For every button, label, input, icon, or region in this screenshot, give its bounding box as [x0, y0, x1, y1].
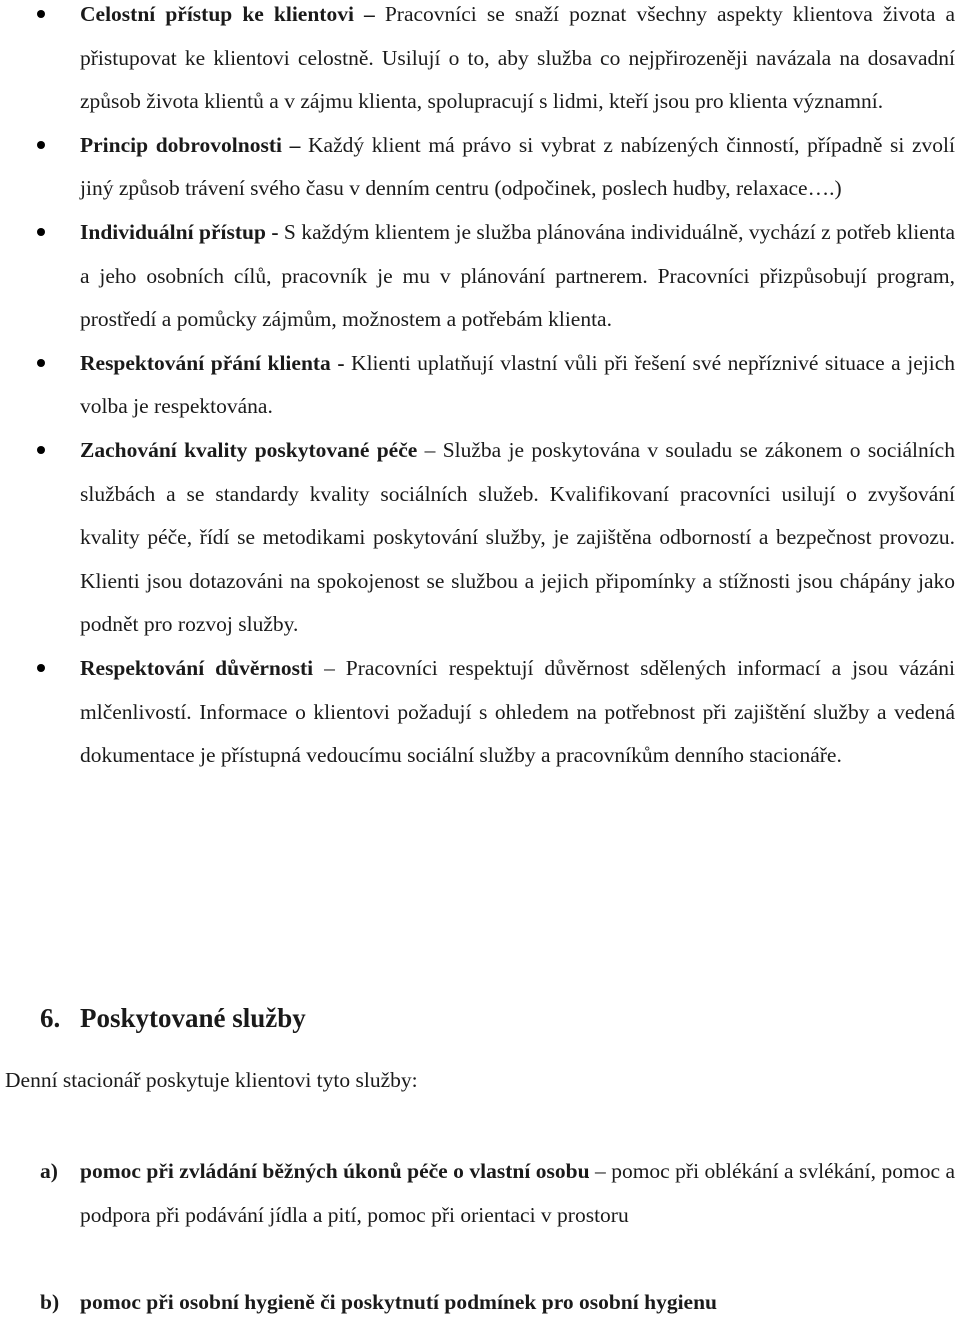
service-term: pomoc při zvládání běžných úkonů péče o vlastní osobu	[80, 1159, 590, 1183]
principle-term: Princip dobrovolnosti –	[80, 132, 301, 157]
principle-respecting-wishes	[0, 342, 960, 429]
principle-term: Individuální přístup -	[80, 219, 279, 244]
principle-confidentiality	[0, 647, 960, 778]
principle-text: – Služba je poskytována v souladu se zákonem o sociálních službách a se standardy kvality sociálních služeb. Kvalifikovaní pracovníci usilují o zvyšování kvality péče, řídí se metodikami poskytování služby, je zajištěna odborností a bezpečnost provozu. Klienti jsou dotazováni na spokojenost se službou a jejich připomínky a stížnosti jsou chápány jako podnět pro rozvoj služby.	[80, 437, 955, 637]
principle-term: Respektování přání klienta -	[80, 350, 345, 375]
section-heading	[40, 1003, 306, 1034]
service-body	[0, 1150, 960, 1237]
service-marker: a)	[40, 1159, 58, 1183]
section-title: Poskytované služby	[80, 1003, 306, 1033]
intro-paragraph: Denní stacionář poskytuje klientovi tyto služby:	[5, 1068, 418, 1092]
principle-term: Zachování kvality poskytované péče	[80, 437, 418, 462]
service-marker: b)	[40, 1290, 60, 1314]
principle-quality-of-care	[0, 429, 960, 647]
principle-individual-approach	[0, 211, 960, 342]
principle-holistic-approach	[0, 0, 960, 124]
principle-term: Respektování důvěrnosti	[80, 655, 314, 680]
principle-text: – Pracovníci respektují důvěrnost sdělených informací a jsou vázáni mlčenlivostí. Informace o klientovi požadují s ohledem na potřebnost při zajištění služby a vedená dokumentace je přístupná vedoucímu sociální služby a pracovníkům denního stacionáře.	[80, 655, 956, 768]
principle-text: Každý klient má právo si vybrat z nabízených činností, případně si zvolí jiný způsob trávení svého času v denním centru (odpočinek, poslech hudby, relaxace….)	[80, 132, 955, 201]
principle-text: Klienti uplatňují vlastní vůli při řešení své nepříznivé situace a jejich volba je respektována.	[80, 350, 955, 419]
service-item-hygiene	[0, 1281, 960, 1325]
principle-text: Pracovníci se snaží poznat všechny aspekty klientova života a přistupovat ke klientovi celostně. Usilují o to, aby služba co nejpřirozeněji navázala na dosavadní způsob života klientů a v zájmu klienta, spolupracují s lidmi, kteří jsou pro klienta významní.	[80, 2, 956, 114]
service-text: – pomoc při oblékání a svlékání, pomoc a podpora při podávání jídla a pití, pomoc při orientaci v prostoru	[80, 1159, 955, 1227]
service-body	[0, 1281, 960, 1325]
service-item-self-care	[0, 1150, 960, 1237]
service-term: pomoc při osobní hygieně či poskytnutí podmínek pro osobní hygienu	[80, 1290, 718, 1314]
section-number: 6.	[40, 1003, 61, 1033]
principle-text: S každým klientem je služba plánována individuálně, vychází z potřeb klienta a jeho osobních cílů, pracovník je mu v plánování partnerem. Pracovníci přizpůsobují program, prostředí a pomůcky zájmům, možnostem a potřebám klienta.	[80, 219, 956, 332]
principle-term: Celostní přístup ke klientovi –	[80, 2, 375, 26]
principle-voluntariness	[0, 124, 960, 211]
